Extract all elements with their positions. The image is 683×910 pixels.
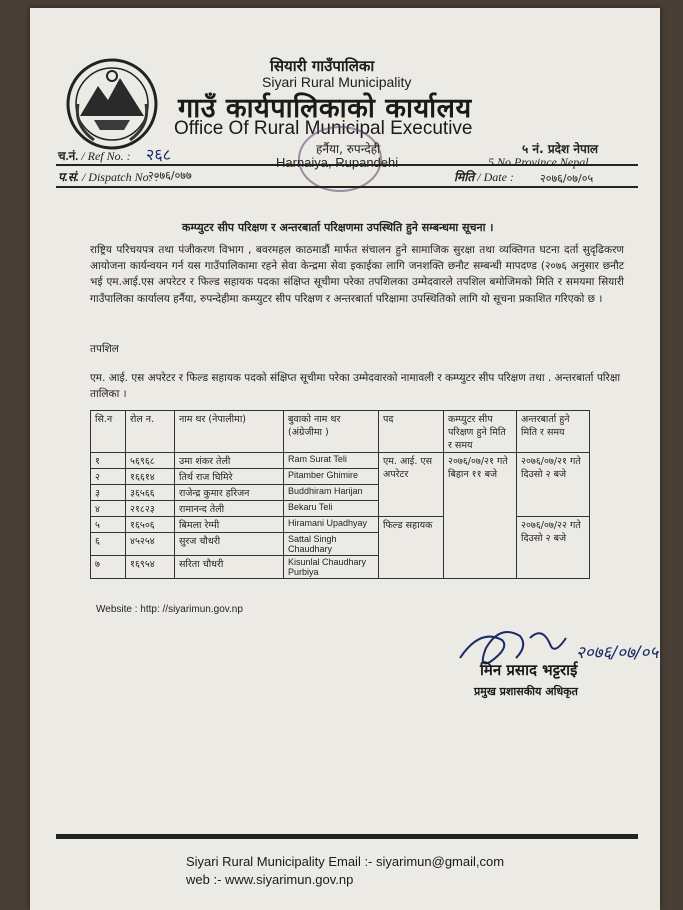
province-en: 5 No.Province Nepal: [488, 155, 589, 169]
footer-rule: [56, 834, 638, 839]
cell-sn: १: [91, 453, 126, 469]
cell-roll: १६५०६: [126, 517, 175, 533]
cell-roll: ३६५६६: [126, 485, 175, 501]
cell-interview-time: २०७६/०७/२२ गते दिउसो २ बजे: [517, 517, 590, 579]
signatory-title: प्रमुख प्रशासकीय अधिकृत: [474, 685, 578, 698]
cell-name: राजेन्द्र कुमार हरिजन: [175, 485, 284, 501]
cell-roll: १६६१४: [126, 469, 175, 485]
cell-post: एम. आई. एस अपरेटर: [379, 453, 444, 517]
divider-line: [56, 186, 638, 188]
col-header: रोल न.: [126, 411, 175, 453]
notice-subject: कम्प्युटर सीप परिक्षण र अन्तरबार्ता परिक्षणमा उपस्थिति हुने सम्बन्धमा सूचना ।: [182, 221, 494, 234]
place-np: हर्नैया, रुपन्देही: [316, 142, 381, 156]
cell-father: Ram Surat Teli: [284, 453, 379, 469]
letter-date: २०७६/०७/०५: [540, 172, 594, 185]
cell-name: रामानन्द तेली: [175, 501, 284, 517]
cell-father: Bekaru Teli: [284, 501, 379, 517]
cell-roll: २१८२३: [126, 501, 175, 517]
website-line: Website : http: //siyarimun.gov.np: [96, 604, 243, 615]
ref-number: २६८: [146, 145, 171, 164]
cell-sn: ५: [91, 517, 126, 533]
table-intro: एम. आई. एस अपरेटर र फिल्ड सहायक पदको संक्षिप्त सूचीमा परेका उम्मेदवारको नामावली र कम्प्युटर सीप परिक्षण तथा . अन्तरबार्ता परिक्षा तालिका ।: [90, 372, 621, 401]
col-header: पद: [379, 411, 444, 453]
col-header: अन्तरबार्ता हुने मिति र समय: [517, 411, 590, 453]
col-header: सि.न: [91, 411, 126, 453]
table-header-row: [91, 411, 590, 453]
cell-sn: ६: [91, 533, 126, 556]
cell-father: Sattal Singh Chaudhary: [284, 533, 379, 556]
footer-web: web :- www.siyarimun.gov.np: [186, 872, 354, 887]
office-name-en: Office Of Rural Municipal Executive: [174, 118, 473, 139]
signatory-name: मिन प्रसाद भट्टराई: [480, 661, 578, 679]
date-label: मिति / Date :: [454, 170, 514, 184]
divider-line: [56, 164, 638, 166]
cell-roll: ५६९६८: [126, 453, 175, 469]
details-heading: तपशिल: [90, 343, 119, 355]
cell-exam-time: २०७६/०७/२१ गते बिहान ११ बजे: [444, 453, 517, 579]
cell-father: Hiramani Upadhyay: [284, 517, 379, 533]
ref-label: च.नं. / Ref No. :: [58, 149, 131, 163]
signature-date: २०७६/०७/०५: [576, 643, 659, 663]
cell-sn: ३: [91, 485, 126, 501]
place-en: Harnaiya, Rupandehi: [276, 155, 399, 170]
dispatch-label: प.सं. / Dispatch No. :: [58, 170, 159, 184]
cell-sn: ४: [91, 501, 126, 517]
cell-name: सरिता चौधरी: [175, 556, 284, 579]
cell-name: उमा शंकर तेली: [175, 453, 284, 469]
province-np: ५ नं. प्रदेश नेपाल: [522, 142, 599, 156]
cell-father: Kisunlal Chaudhary Purbiya: [284, 556, 379, 579]
municipality-emblem: [64, 56, 160, 152]
municipality-name-en: Siyari Rural Municipality: [262, 74, 412, 90]
dispatch-number: २०७६/०७७: [148, 169, 192, 182]
cell-name: बिमला रेग्मी: [175, 517, 284, 533]
table-row: [91, 453, 590, 469]
office-name-np: गाउँ कार्यपालिकाको कार्यालय: [178, 93, 472, 124]
cell-sn: २: [91, 469, 126, 485]
col-header: नाम थर (नेपालीमा): [175, 411, 284, 453]
cell-name: तिर्थ राज घिमिरे: [175, 469, 284, 485]
cell-roll: १६९५४: [126, 556, 175, 579]
letter-page: [30, 8, 660, 910]
col-header: बुवाको नाम थर (अंग्रेजीमा ): [284, 411, 379, 453]
cell-name: सुरज चौधरी: [175, 533, 284, 556]
cell-sn: ७: [91, 556, 126, 579]
col-header: कम्प्युटर सीप परिक्षण हुने मिति र समय: [444, 411, 517, 453]
notice-body: राष्ट्रिय परिचयपत्र तथा पंजीकरण विभाग , बवरमहल काठमाडौं मार्फत संचालन हुने सामाजिक सुरक्षा तथा व्यक्तिगत घटना दर्ता सुदृढिकरण आयोजना कार्यन्वयन गर्न यस गाउँपालिकामा रहने सेवा केन्द्रमा सेवा इकाईका लागि जनशक्ति छनौट सम्बन्धी मापदण्ड (२०७६ अनुसार छनौट भई एम.आई.एस अपरेटर र फिल्ड सहायक पदका संक्षिप्त सूचीमा परेका तपशिलका उम्मेदवारले तपशिल बमोजिमको मिति र समयमा सियारी गाउँपालिका कार्यालय हर्नैया, रुपन्देहीमा कम्प्युटर सीप परिक्षण र अन्तरबार्ता परिक्षामा उपस्थितिको लागि यो सूचना प्रकाशित गरिएको छ ।: [90, 244, 624, 305]
footer-contact: Siyari Rural Municipality Email :- siyarimun@gmail,com: [186, 854, 505, 869]
cell-roll: ४५२५४: [126, 533, 175, 556]
candidate-table: [90, 410, 590, 579]
cell-interview-time: २०७६/०७/२१ गते दिउसो २ बजे: [517, 453, 590, 517]
cell-father: Buddhiram Harijan: [284, 485, 379, 501]
municipality-name-np: सियारी गाउँपालिका: [270, 57, 375, 75]
cell-father: Pitamber Ghimire: [284, 469, 379, 485]
cell-post: फिल्ड सहायक: [379, 517, 444, 579]
